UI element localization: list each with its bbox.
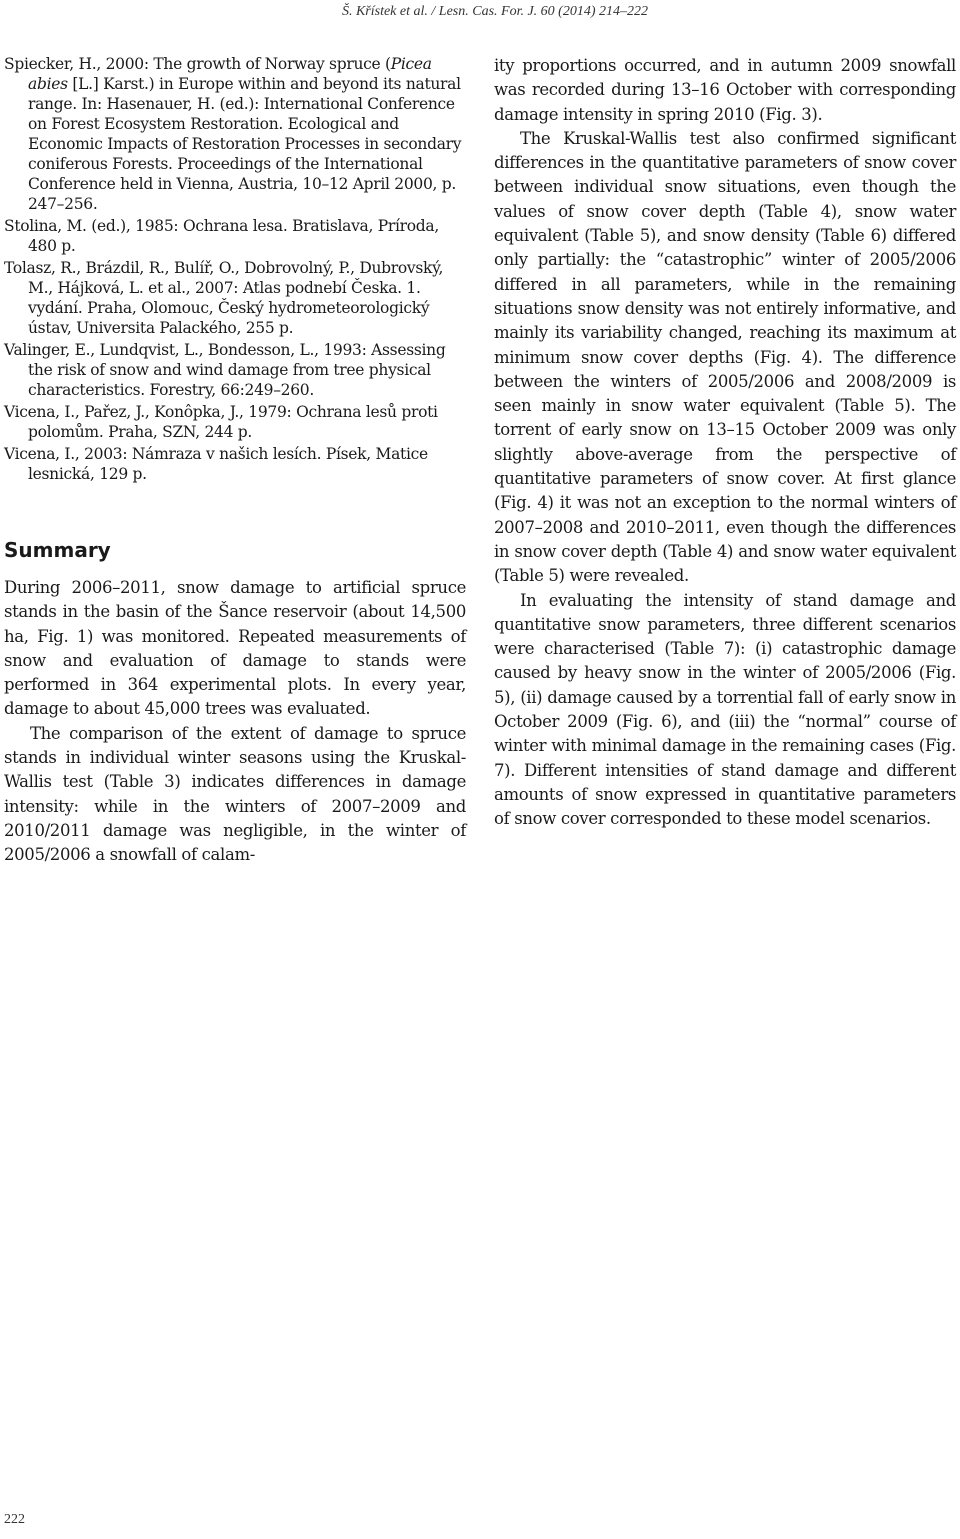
paragraph: During 2006–2011, snow damage to artificial spruce stands in the basin of the Šance reservoir (about 14,500 ha, Fig. 1) was monitored. Repeated measurements of snow and evaluation of damage to stands were performed in 364 experimental plots. In every year, damage to about 45,000 trees was evaluated. bbox=[4, 578, 466, 719]
reference-list bbox=[4, 54, 466, 484]
running-head: Š. Křístek et al. / Lesn. Cas. For. J. 60 (2014) 214–222 bbox=[341, 4, 648, 19]
reference-item: Tolasz, R., Brázdil, R., Bulíř, O., Dobrovolný, P., Dubrovský, M., Hájková, L. et al., 2007: Atlas podnebí Česka. 1. vydání. Praha, Olomouc, Český hydrometeorologický ústav, Universita Palackého, 255 p. bbox=[4, 259, 444, 337]
paragraph: ity proportions occurred, and in autumn 2009 snowfall was recorded during 13–16 October with corresponding damage intensity in spring 2010 (Fig. 3). bbox=[494, 56, 956, 124]
summary-right-text bbox=[494, 54, 956, 832]
right-column bbox=[494, 54, 956, 832]
left-column bbox=[4, 54, 466, 868]
page-number: 222 bbox=[4, 1512, 25, 1527]
reference-item: Stolina, M. (ed.), 1985: Ochrana lesa. Bratislava, Príroda, 480 p. bbox=[4, 217, 439, 255]
paragraph: The comparison of the extent of damage to spruce stands in individual winter seasons using the Kruskal-Wallis test (Table 3) indicates differences in damage intensity: while in the winters of 2007–2009 and 2010/2011 damage was negligible, in the winter of 2005/2006 a snowfall of calam- bbox=[4, 723, 466, 865]
summary-heading: Summary bbox=[4, 538, 111, 562]
paragraph: The Kruskal-Wallis test also confirmed significant differences in the quantitative parameters of snow cover between individual snow situations, even though the values of snow cover depth (Table 4), snow water equivalent (Table 5), and snow density (Table 6) differed only partially: the “catastrophic” winter of 2005/2006 differed in all parameters, while in the remaining situations snow density was not entirely informative, and mainly its variability changed, reaching its maximum at minimum snow cover depths (Fig. 4). The difference between the winters of 2005/2006 and 2008/2009 is seen mainly in snow water equivalent (Table 5). The torrent of early snow on 13–15 October 2009 was only slightly above-average from the perspective of quantitative parameters of snow cover. At first glance (Fig. 4) it was not an exception to the normal winters of 2007–2008 and 2010–2011, even though the differences in snow cover depth (Table 4) and snow water equivalent (Table 5) were revealed. bbox=[494, 128, 956, 586]
summary-left-text bbox=[4, 576, 466, 868]
paragraph: In evaluating the intensity of stand damage and quantitative snow parameters, three different scenarios were characterised (Table 7): (i) catastrophic damage caused by heavy snow in the winter of 2005/2006 (Fig. 5), (ii) damage caused by a torrential fall of early snow in October 2009 (Fig. 6), and (iii) the “normal” course of winter with minimal damage in the remaining cases (Fig. 7). Different intensities of stand damage and different amounts of snow expressed in quantitative parameters of snow cover corresponded to these model scenarios. bbox=[494, 590, 956, 829]
reference-item: Vicena, I., Pařez, J., Konôpka, J., 1979: Ochrana lesů proti polomům. Praha, SZN, 244 p. bbox=[4, 403, 438, 441]
reference-item: Valinger, E., Lundqvist, L., Bondesson, L., 1993: Assessing the risk of snow and wind damage from tree physical characteristics. Forestry, 66:249–260. bbox=[4, 341, 446, 399]
reference-item: Spiecker, H., 2000: The growth of Norway spruce (Picea abies [L.] Karst.) in Europe within and beyond its natural range. In: Hasenauer, H. (ed.): International Conference on Forest Ecosystem Restoration. Ecological and Economic Impacts of Restoration Processes in secondary coniferous Forests. Proceedings of the International Conference held in Vienna, Austria, 10–12 April 2000, p. 247–256. bbox=[4, 55, 462, 213]
reference-item: Vicena, I., 2003: Námraza v našich lesích. Písek, Matice lesnická, 129 p. bbox=[4, 445, 428, 483]
